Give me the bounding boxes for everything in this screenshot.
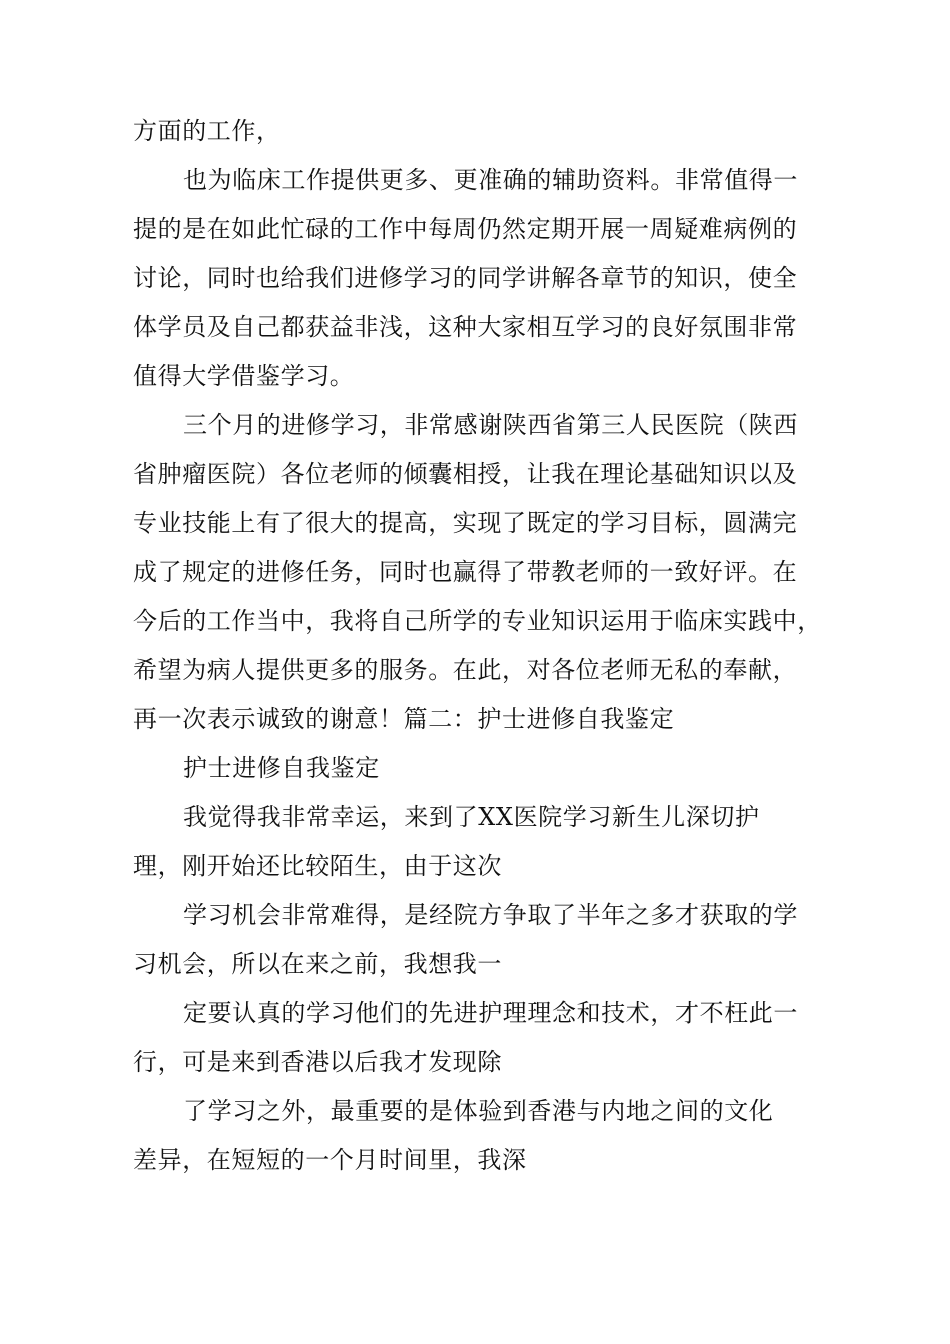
text-line: 讨论，同时也给我们进修学习的同学讲解各章节的知识，使全: [133, 264, 798, 292]
text-line: 今后的工作当中，我将自己所学的专业知识运用于临床实践中，: [133, 607, 822, 635]
text-line: 也为临床工作提供更多、更准确的辅助资料。非常值得一: [183, 166, 798, 194]
text-line: 方面的工作，: [133, 117, 281, 145]
text-line: 行，可是来到香港以后我才发现除: [133, 1048, 502, 1076]
text-line: 定要认真的学习他们的先进护理理念和技术，才不枉此一: [183, 999, 798, 1027]
text-line: 三个月的进修学习，非常感谢陕西省第三人民医院（陕西: [183, 411, 798, 439]
text-line: 成了规定的进修任务，同时也赢得了带教老师的一致好评。在: [133, 558, 798, 586]
section-heading: 护士进修自我鉴定: [183, 754, 380, 782]
text-line: 体学员及自己都获益非浅，这种大家相互学习的良好氛围非常: [133, 313, 798, 341]
text-line: 差异，在短短的一个月时间里，我深: [133, 1146, 527, 1174]
text-line: 提的是在如此忙碌的工作中每周仍然定期开展一周疑难病例的: [133, 215, 798, 243]
text-line: 希望为病人提供更多的服务。在此，对各位老师无私的奉献，: [133, 656, 798, 684]
text-line: 习机会，所以在来之前，我想我一: [133, 950, 502, 978]
text-line: 再一次表示诚致的谢意！篇二：护士进修自我鉴定: [133, 705, 675, 733]
text-line: 专业技能上有了很大的提高，实现了既定的学习目标，圆满完: [133, 509, 798, 537]
text-line: 学习机会非常难得，是经院方争取了半年之多才获取的学: [183, 901, 798, 929]
text-line: 值得大学借鉴学习。: [133, 362, 355, 390]
text-line: 理，刚开始还比较陌生，由于这次: [133, 852, 502, 880]
text-line: 了学习之外，最重要的是体验到香港与内地之间的文化: [183, 1097, 774, 1125]
text-line: 省肿瘤医院）各位老师的倾囊相授，让我在理论基础知识以及: [133, 460, 798, 488]
text-line: 我觉得我非常幸运，来到了XX医院学习新生儿深切护: [183, 803, 760, 831]
document-body: [133, 107, 833, 1185]
